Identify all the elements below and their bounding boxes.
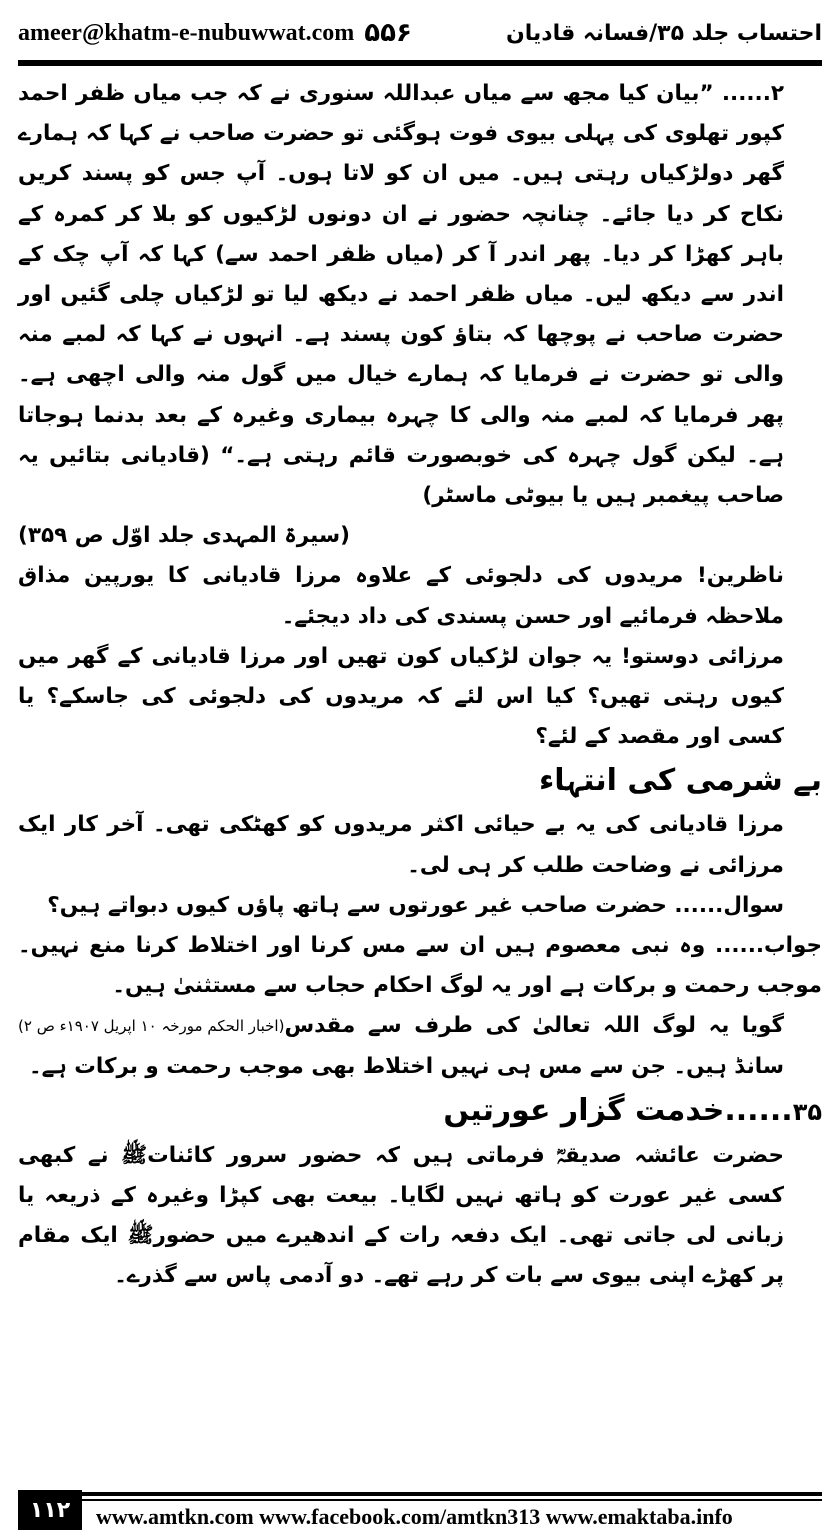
paragraph-narration: ۲...... ”بیان کیا مجھ سے میاں عبداللہ سنوری نے کہ جب میاں ظفر احمد کپور تھلوی کی پہلی بیوی فوت ہوگئی تو حضرت صاحب نے کہا کہ ہمارے گھر دولڑکیاں رہتی ہیں۔ میں ان کو لاتا ہوں۔ آپ جس کو پسند کریں نکاح کر دیا جائے۔ چنانچہ حضور نے ان دونوں لڑکیوں کو بلا کر کمرہ کے باہر کھڑا کر دیا۔ پھر اندر آ کر (میاں ظفر احمد سے) کہا کہ آپ چک کے اندر سے دیکھ لیں۔ میاں ظفر احمد نے دیکھ لیا تو لڑکیاں چلی گئیں اور حضرت صاحب نے پوچھا کہ بتاؤ کون پسند ہے۔ انہوں نے کہا کہ لمبے منہ والی تو حضرت نے فرمایا کہ ہمارے خیال میں گول منہ والی اچھی ہے۔ پھر فرمایا کہ لمبے منہ والی کا چہرہ بیماری وغیرہ کے بعد بدنما ہوجاتا ہے۔ لیکن گول چہرہ کی خوبصورت قائم رہتی ہے۔“ (قادیانی بتائیں یہ صاحب پیغمبر ہیں یا بیوٹی ماسٹر) (18, 81, 784, 509)
reference-seerat: (سیرۃ المہدی جلد اوّل ص ۳۵۹) (18, 523, 350, 549)
paragraph-ayesha: حضرت عائشہ صدیقہؓ فرماتی ہیں کہ حضور سرور کائناتﷺ نے کبھی کسی غیر عورت کو ہاتھ نہیں لگایا۔ بیعت بھی کپڑا وغیرہ کے ذریعہ یا زبانی لی جاتی تھی۔ ایک دفعہ رات کے اندھیرے میں حضورﷺ ایک مقام پر کھڑے اپنی بیوی سے بات کر رہے تھے۔ دو آدمی پاس سے گذرے۔ (18, 1142, 784, 1289)
heading-khidmat (18, 1087, 822, 1136)
heading-besharmi: بے شرمی کی انتہاء (538, 763, 822, 799)
answer-text: جواب...... وہ نبی معصوم ہیں ان سے مس کرنا اور اختلاط کرنا منع نہیں۔ موجب رحمت و برکات ہے اور یہ لوگ احکام حجاب سے مستثنیٰ ہیں۔ (18, 933, 822, 999)
header-book-title: احتساب جلد ۳۵/فسانہ قادیان (505, 20, 822, 46)
footer-rule-thick (82, 1492, 822, 1496)
paragraph-nazireen: ناظرین! مریدوں کی دلجوئی کے علاوہ مرزا قادیانی کا یورپین مذاق ملاحظہ فرمائیے اور حسن پسندی کی داد دیجئے۔ (18, 563, 784, 629)
page-footer (18, 1488, 822, 1532)
paragraph-question: سوال...... حضرت صاحب غیر عورتوں سے ہاتھ پاؤں کیوں دبواتے ہیں؟ (47, 892, 784, 918)
footer-page-number: ۱۱۲ (18, 1490, 82, 1530)
heading-khidmat-text: ......خدمت گزار عورتیں (443, 1092, 793, 1128)
heading-number: ۳۵ (792, 1097, 822, 1126)
paragraph-mirzai-friends: مرزائی دوستو! یہ جوان لڑکیاں کون تھیں اور مرزا قادیانی کے گھر میں کیوں رہتی تھیں؟ کیا اس لئے کہ مریدوں کی دلجوئی کی جاسکے؟ یا کسی اور مقصد کے لئے؟ (18, 643, 784, 750)
footer-urls: www.amtkn.com www.facebook.com/amtkn313 www.emaktaba.info (96, 1504, 733, 1529)
header-email: ameer@khatm-e-nubuwwat.com (18, 19, 355, 46)
paragraph-answer (18, 926, 822, 1036)
paragraph-behayai: مرزا قادیانی کی یہ بے حیائی اکثر مریدوں کو کھٹکی تھی۔ آخر کار ایک مرزائی نے وضاحت طلب کر ہی لی۔ (18, 812, 784, 878)
header-left (18, 18, 412, 48)
header-page-number: ۵۵۶ (364, 18, 412, 48)
footer-rule-thin (82, 1499, 822, 1501)
paragraph-muqaddas: گویا یہ لوگ اللہ تعالیٰ کی طرف سے مقدس سانڈ ہیں۔ جن سے مس ہی نہیں اختلاط بھی موجب رحمت و برکات ہے۔ (29, 1013, 784, 1079)
header-rule (18, 60, 822, 66)
footer-url-bar (82, 1488, 822, 1532)
page-content (18, 74, 822, 1297)
page-header (18, 10, 822, 56)
reference-alhakam: (اخبار الحکم مورخہ ۱۰ اپریل ۱۹۰۷ء ص ۲) (18, 1017, 285, 1036)
